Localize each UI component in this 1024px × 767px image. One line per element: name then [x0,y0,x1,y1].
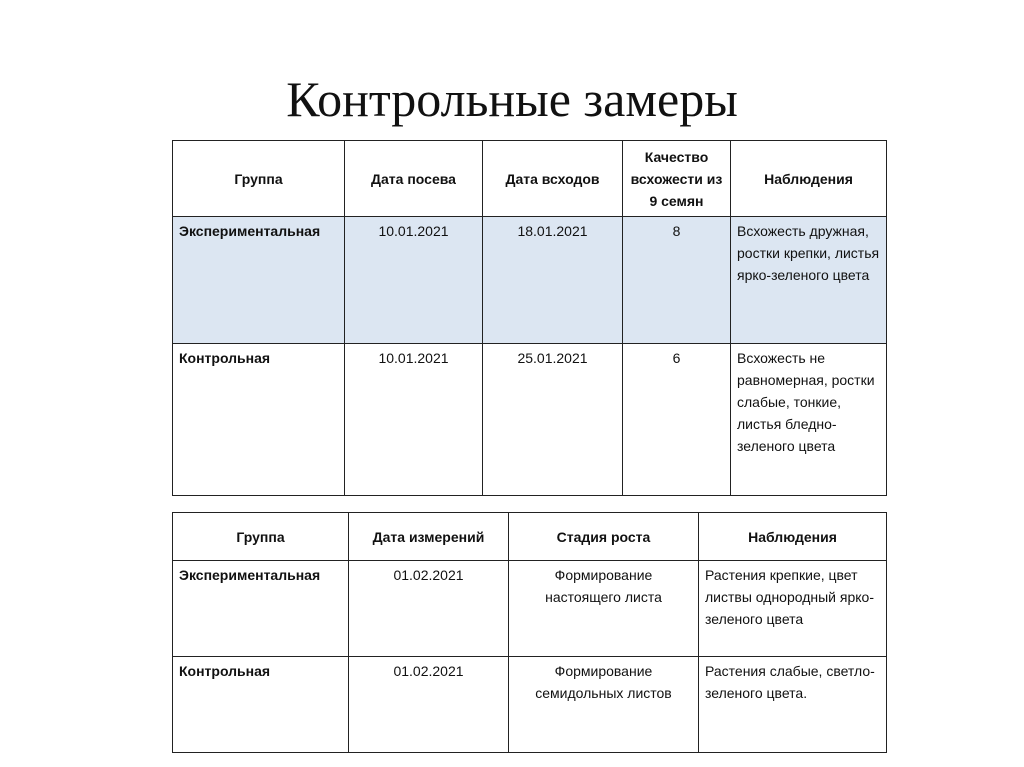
table-row [173,217,887,344]
header-group: Группа [173,513,349,561]
cell-sprout-date: 18.01.2021 [483,217,623,344]
cell-group: Контрольная [173,344,345,496]
cell-sow-date: 10.01.2021 [345,344,483,496]
cell-observations: Всхожесть дружная, ростки крепки, листья ярко-зеленого цвета [731,217,887,344]
header-germination-quality: Качество всхожести из 9 семян [623,141,731,217]
cell-quality: 8 [623,217,731,344]
page-title: Контрольные замеры [286,71,738,127]
cell-measure-date: 01.02.2021 [349,657,509,753]
cell-group: Экспериментальная [173,217,345,344]
cell-growth-stage: Формирование семидольных листов [509,657,699,753]
cell-observations: Всхожесть не равномерная, ростки слабые, тонкие, листья бледно-зеленого цвета [731,344,887,496]
cell-observations: Растения крепкие, цвет листвы однородный ярко-зеленого цвета [699,561,887,657]
cell-quality: 6 [623,344,731,496]
cell-growth-stage: Формирование настоящего листа [509,561,699,657]
table-row [173,344,887,496]
table-header-row [173,141,887,217]
table-header-row [173,513,887,561]
cell-group: Контрольная [173,657,349,753]
header-measure-date: Дата измерений [349,513,509,561]
growth-measurement-table [172,512,887,753]
header-sprout-date: Дата всходов [483,141,623,217]
cell-measure-date: 01.02.2021 [349,561,509,657]
table-row [173,657,887,753]
cell-sprout-date: 25.01.2021 [483,344,623,496]
table-row [173,561,887,657]
header-observations: Наблюдения [699,513,887,561]
header-group: Группа [173,141,345,217]
header-sow-date: Дата посева [345,141,483,217]
header-growth-stage: Стадия роста [509,513,699,561]
cell-observations: Растения слабые, светло-зеленого цвета. [699,657,887,753]
cell-group: Экспериментальная [173,561,349,657]
cell-sow-date: 10.01.2021 [345,217,483,344]
germination-table [172,140,887,496]
header-observations: Наблюдения [731,141,887,217]
